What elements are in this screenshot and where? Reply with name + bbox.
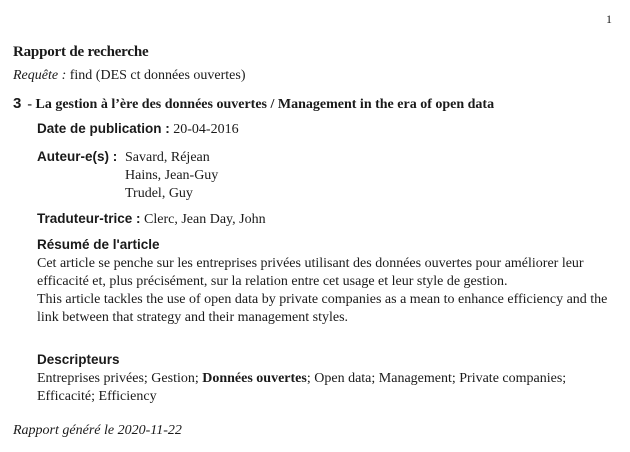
authors-label: Auteur-e(s) :	[37, 149, 118, 164]
publication-date-value: 20-04-2016	[173, 122, 239, 137]
descriptors-text	[37, 370, 597, 406]
search-query	[13, 68, 245, 84]
descriptors-part: ; Open data; Management; Private companies; Efficacité; Efficiency	[37, 371, 567, 404]
abstract-english: This article tackles the use of open data by private companies as a mean to enhance efficiency and the link between that strategy and their management styles.	[37, 292, 608, 325]
abstract-french: Cet article se penche sur les entreprises privées utilisant des données ouvertes pour améliorer leur efficacité et, plus précisément, sur la relation entre cet usage et leur style de gestion.	[37, 256, 584, 289]
abstract-text	[37, 255, 612, 327]
page-number: 1	[606, 12, 612, 26]
query-label: Requête :	[13, 68, 67, 83]
author-name: Trudel, Guy	[125, 186, 193, 201]
authors-row	[37, 149, 219, 201]
translators-label: Traduteur-trice :	[37, 211, 141, 226]
publication-date-row	[37, 121, 239, 138]
record-number: 3	[13, 95, 22, 112]
descriptors-label: Descripteurs	[37, 352, 120, 367]
descriptor-highlight: Données ouvertes	[202, 371, 307, 386]
publication-date-label: Date de publication :	[37, 121, 170, 136]
record-heading	[13, 95, 494, 113]
generated-date-note: Rapport généré le 2020-11-22	[13, 423, 182, 438]
translators-row	[37, 211, 266, 228]
translators-value: Clerc, Jean Day, John	[144, 212, 266, 227]
record-title: - La gestion à l’ère des données ouvertes / Management in the era of open data	[27, 97, 495, 112]
abstract-label: Résumé de l'article	[37, 237, 160, 252]
report-title: Rapport de recherche	[13, 44, 149, 60]
author-name: Savard, Réjean	[125, 150, 210, 165]
author-name: Hains, Jean-Guy	[125, 168, 219, 183]
authors-list	[125, 149, 218, 203]
descriptors-part: Entreprises privées; Gestion;	[37, 371, 203, 386]
query-value: find (DES ct données ouvertes)	[69, 68, 246, 83]
